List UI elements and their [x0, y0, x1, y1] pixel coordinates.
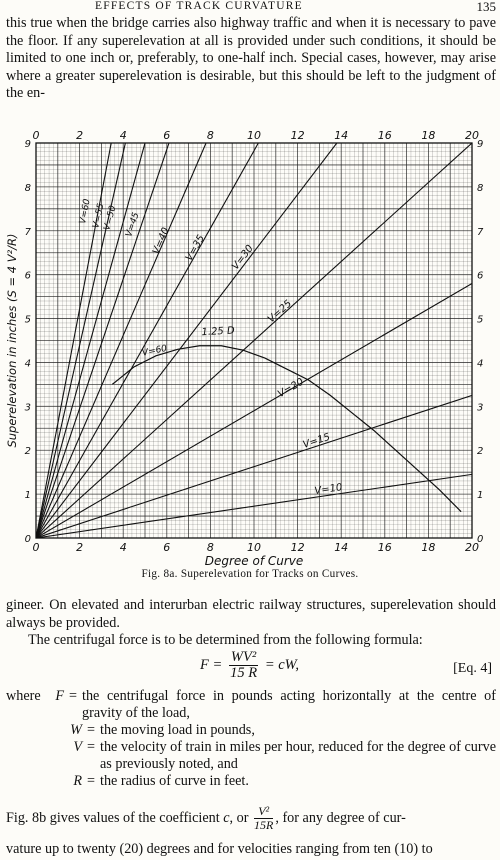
- x-tick-label-top: 14: [334, 129, 349, 142]
- series-label-v-60: V=60: [78, 198, 93, 225]
- y-tick-label-left: 0: [24, 534, 31, 545]
- y-tick-label-left: 7: [24, 226, 31, 238]
- x-tick-label-top: 16: [377, 129, 392, 142]
- figure-caption: Fig. 8a. Superelevation for Tracks on Curves.: [141, 568, 359, 580]
- definition-equals: =: [68, 688, 77, 704]
- paragraph-5: vature up to twenty (20) degrees and for velocities ranging from ten (10) to: [6, 841, 433, 857]
- y-axis-label: Superelevation in inches (S = 4 V²/R): [5, 233, 19, 448]
- p4-coefficient: c: [223, 809, 230, 826]
- p4-fraction-denominator: 15R: [254, 818, 274, 832]
- definition-symbol: V: [73, 739, 82, 755]
- superelevation-chart: [0, 120, 500, 568]
- superelevation-figure: [0, 120, 500, 568]
- definition-equals: =: [86, 739, 95, 755]
- y-tick-label-right: 7: [477, 226, 484, 238]
- series-label-v-60b: V=60: [141, 343, 169, 359]
- equation-denominator: 15 R: [230, 665, 258, 681]
- definitions-list: [6, 688, 496, 790]
- y-tick-label-right: 9: [477, 139, 484, 150]
- x-tick-label-bottom: 18: [421, 541, 436, 554]
- page-number: 135: [476, 0, 496, 14]
- p4-text-after: , for any degree of cur-: [275, 809, 406, 826]
- x-tick-label-top: 6: [163, 129, 171, 142]
- y-tick-label-left: 8: [24, 182, 31, 194]
- definitions-lead: where: [6, 688, 41, 704]
- definition-text: the centrifugal force in pounds acting horizontally at the centre of gravity of the load,: [82, 688, 496, 721]
- x-tick-label-top: 12: [290, 129, 305, 142]
- x-tick-label-top: 20: [465, 129, 479, 142]
- y-tick-label-left: 4: [24, 358, 31, 370]
- p4-text-mid: , or: [229, 809, 253, 826]
- y-tick-label-right: 1: [477, 490, 484, 502]
- definition-text: the velocity of train in miles per hour, reduced for the degree of curve as previously noted, and: [100, 739, 496, 772]
- definition-symbol: R: [73, 773, 82, 789]
- series-label-v-45: V=45: [124, 211, 142, 239]
- series-label-v-25: V=25: [266, 298, 295, 326]
- definition-text: the radius of curve in feet.: [100, 773, 249, 789]
- series-label-v-20: V=20: [276, 376, 306, 401]
- y-tick-label-left: 9: [24, 139, 31, 150]
- x-tick-label-top: 10: [247, 129, 261, 142]
- x-tick-label-top: 0: [32, 129, 40, 142]
- x-tick-label-bottom: 12: [290, 541, 305, 554]
- series-label-v-50: V=50: [102, 204, 119, 232]
- limit-curve-1-25d: [112, 343, 461, 512]
- running-header: [0, 0, 500, 16]
- paragraph-2: gineer. On elevated and interurban electric railway structures, superelevation should always be provided.: [6, 597, 496, 631]
- x-tick-label-bottom: 8: [206, 541, 214, 554]
- series-label-v-30: V=30: [230, 243, 256, 273]
- y-tick-label-right: 4: [477, 358, 484, 370]
- equation-fraction: [229, 650, 258, 681]
- definition-row-w: [6, 722, 496, 739]
- running-title: EFFECTS OF TRACK CURVATURE: [95, 0, 303, 12]
- limit-curve-label: 1.25 D: [201, 325, 235, 339]
- series-label-v-10: V=10: [313, 482, 344, 498]
- y-tick-label-left: 5: [24, 314, 31, 326]
- y-tick-label-right: 8: [477, 182, 484, 194]
- equation-numerator: WV²: [230, 649, 257, 665]
- x-tick-label-bottom: 0: [32, 541, 40, 554]
- y-tick-label-left: 6: [24, 270, 31, 282]
- x-tick-label-bottom: 4: [119, 541, 127, 554]
- y-tick-label-left: 1: [24, 490, 31, 502]
- y-tick-label-right: 6: [477, 270, 484, 282]
- x-tick-label-top: 18: [421, 129, 436, 142]
- x-axis-label: Degree of Curve: [204, 554, 304, 568]
- y-tick-label-left: 2: [24, 446, 31, 458]
- x-tick-label-top: 2: [76, 129, 84, 142]
- y-tick-label-left: 3: [24, 402, 31, 414]
- y-tick-label-right: 3: [477, 402, 484, 414]
- equation-label: [Eq. 4]: [453, 661, 492, 676]
- definition-symbol: F: [55, 688, 64, 704]
- series-label-v-55: V=55: [91, 202, 107, 230]
- x-tick-label-bottom: 20: [465, 541, 479, 554]
- x-tick-label-bottom: 2: [76, 541, 84, 554]
- p4-fraction: [254, 805, 273, 832]
- paragraph-3: The centrifugal force is to be determined from the following formula:: [28, 632, 423, 648]
- definition-row-v: [6, 739, 496, 773]
- x-tick-label-bottom: 14: [334, 541, 349, 554]
- x-tick-label-bottom: 16: [377, 541, 392, 554]
- definition-equals: =: [86, 773, 95, 789]
- x-tick-label-bottom: 10: [247, 541, 261, 554]
- y-tick-label-right: 0: [477, 534, 484, 545]
- p4-text-before: Fig. 8b gives values of the coefficient: [6, 809, 224, 826]
- paragraph-1: this true when the bridge carries also highway traffic and when it is necessary to pave the floor. If any superelevation at all is provided under such conditions, it should be limited to one inch or, preferably, to one-half inch. Special cases, however, may arise where a greater superelevation is desirable, but this should be left to the judgment of the en-: [6, 15, 496, 102]
- series-label-v-15: V=15: [301, 431, 332, 451]
- equation-4: [200, 650, 299, 681]
- series-label-v-35: V=35: [183, 233, 208, 263]
- definition-row-f: [6, 688, 496, 722]
- y-tick-label-right: 2: [477, 446, 484, 458]
- definition-symbol: W: [70, 722, 82, 738]
- equation-rhs: = cW,: [264, 656, 300, 673]
- definition-row-r: [6, 773, 496, 790]
- x-tick-label-top: 4: [119, 129, 127, 142]
- p4-fraction-numerator: V²: [254, 805, 273, 819]
- definition-text: the moving load in pounds,: [100, 722, 255, 738]
- paragraph-4: [6, 805, 496, 832]
- x-tick-label-bottom: 6: [163, 541, 171, 554]
- x-tick-label-top: 8: [206, 129, 214, 142]
- equation-lhs: F =: [200, 656, 223, 673]
- y-tick-label-right: 5: [477, 314, 484, 326]
- series-label-v-40: V=40: [150, 226, 172, 257]
- definition-equals: =: [86, 722, 95, 738]
